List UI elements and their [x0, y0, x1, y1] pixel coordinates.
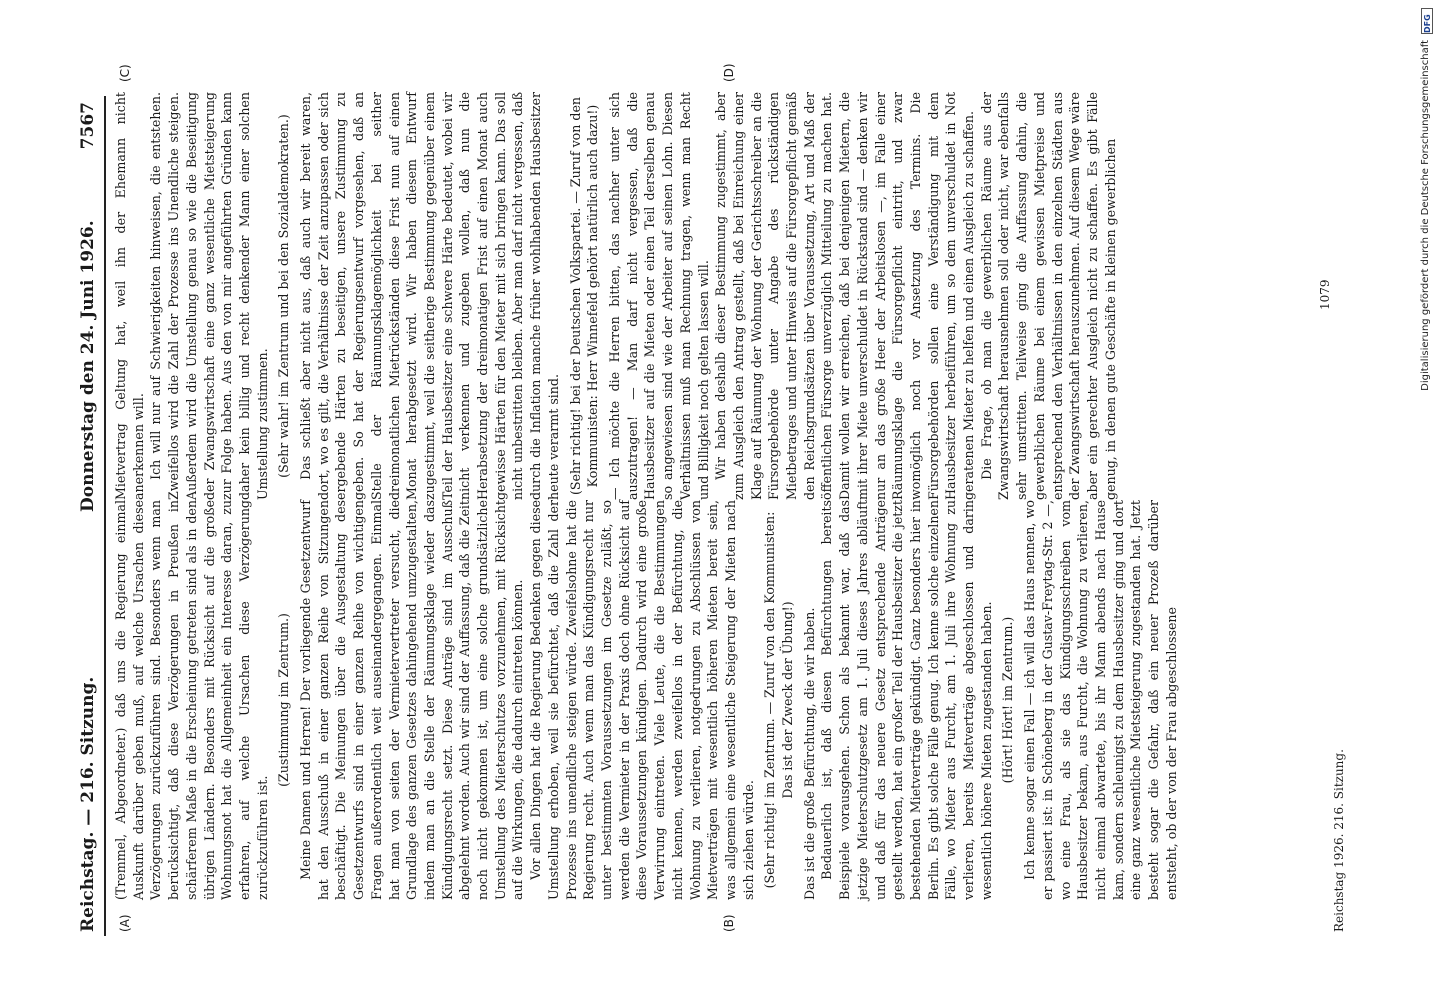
page-number: 7567: [78, 102, 98, 150]
right-column: [112, 92, 1119, 500]
paragraph: Ich will nur auf Schwierigkeiten hinweisen, die entstehen. Zweifellos wird die Zahl der Prozesse ins Unendliche steigen. Außerdem wird die Umstellung genau so wie die Beseitigung der Zwangswirtschaft eine ganz wesentliche Mietsteigerung zur Folge haben. Aus den von mir angeführten Gründen kann daher kein billig und recht denkender Mann einer solchen Umstellung zustimmen.: [148, 92, 270, 500]
digitization-credit: [1418, 0, 1434, 1000]
left-column: [112, 500, 1180, 900]
paragraph: Vor allen Dingen hat die Regierung Bedenken gegen diese Umstellung erhoben, weil sie befürchtet, daß die Zahl der Prozesse ins unendliche steigen würde. Zweifelsohne hat die Regierung recht. Auch wenn man das Kündigungsrecht nur unter bestimmten Voraussetzungen im Gesetze zuläßt, so werden die Vermieter in der Praxis doch ohne Rücksicht auf diese Voraussetzungen kündigen. Dadurch wird eine große Verwirrung eintreten. Viele Leute, die die Bestimmungen nicht kennen, werden zweifellos in der Befürchtung, die Wohnung zu verlieren, notgedrungen zu Abschlüssen von Mietverträgen mit wesentlich höheren Mieten bereit sein, was allgemein eine wesentliche Steigerung der Mieten nach sich ziehen würde.: [528, 500, 756, 900]
paragraph: Meine Damen und Herren! Der vorliegende Gesetzentwurf hat den Ausschuß in einer ganzen Reihe von Sitzungen beschäftigt. Die Meinungen über die Ausgestaltung des Gesetzentwurfs sind in einer ganzen Reihe von wichtigen Fragen außerordentlich weit auseinandergegangen. Einmal hat man von seiten der Vermietervertreter versucht, die Grundlage des ganzen Gesetzes dahingehend umzugestalten, indem man an die Stelle der Räumungsklage wieder das Kündigungsrecht setzt. Diese Anträge sind im Ausschuß abgelehnt worden. Auch wir sind der Auffassung, daß die Zeit noch nicht gekommen ist, um eine solche grundsätzliche Umstellung des Mieterschutzes vorzunehmen, mit Rücksicht auf die Wirkungen, die dadurch eintreten können.: [298, 500, 526, 900]
interjection: (Sehr wahr! im Zentrum und bei den Sozialdemokraten.): [276, 114, 292, 478]
interjection: (Zustimmung im Zentrum.): [276, 613, 292, 787]
paragraph: Ich kenne sogar einen Fall — ich will das Haus nennen, wo er passiert ist: in Schöneberg in der Gustav-Freytag-Str. 2 —, wo eine Frau, als sie das Kündigungsschreiben vom Hausbesitzer bekam, aus Furcht, die Wohnung zu verlieren, nicht einmal abwartete, bis ihr Mann abends nach Hause kam, sondern schleunigst zu dem Hausbesitzer ging und dort eine ganz wesentliche Mietsteigerung zugestanden hat. Jetzt besteht sogar die Gefahr, daß ein neuer Prozeß darüber entsteht, ob der von der Frau abgeschlossene: [1022, 500, 1179, 900]
credit-text: Digitalisierung gefördert durch die Deutsche Forschungsgemeinschaft: [1420, 40, 1431, 391]
paragraph: (Tremmel, Abgeordneter.) daß uns die Regierung einmal Auskunft darüber geben muß, auf welche Ursachen diese Verzögerungen zurückzuführen sind. Besonders wenn man berücksichtigt, daß diese Verzögerungen in Preußen in schärferem Maße in die Erscheinung getreten sind als in den übrigen Ländern. Besonders mit Rücksicht auf die große Wohnungsnot hat die Allgemeinheit ein Interesse daran, zu erfahren, auf welche Ursachen diese Verzögerung zurückzuführen ist.: [113, 500, 270, 900]
paragraph: Das ist die große Befürchtung, die wir haben.: [801, 607, 817, 900]
logo-text: DFG: [1423, 14, 1432, 33]
marker-b: (B): [722, 914, 736, 932]
marker-d: (D): [722, 63, 736, 82]
paragraph: Bedauerlich ist, daß diesen Befürchtungen bereits Beispiele vorausgehen. Schon als bekannt war, daß das jetzige Mieterschutzgesetz am 1. Juli dieses Jahres abläuft und daß für das neuere Gesetz entsprechende Anträge gestellt werden, hat ein großer Teil der Hausbesitzer die jetzt bestehenden Mietverträge gekündigt. Ganz besonders hier in Berlin. Es gibt solche Fälle genug. Ich kenne solche einzelnen Fälle, wo Mieter aus Furcht, am 1. Juli ihre Wohnung zu verlieren, bereits Mietverträge abgeschlossen und darin wesentlich höhere Mieten zugestanden haben.: [819, 500, 994, 900]
paragraph: Wir haben deshalb dieser Bestimmung zugestimmt, aber zum Ausgleich den Antrag gestellt, daß bei Einreichung einer Klage auf Räumung der Wohnung der Gerichtsschreiber an die Fürsorgebehörde unter Angabe des rückständigen Mietbetrages und unter Hinweis auf die Fürsorgepflicht gemäß den Reichsgrundsätzen über Voraussetzung, Art und Maß der öffentlichen Fürsorge unverzüglich Mitteilung zu machen hat. Damit wollen wir erreichen, daß bei denjenigen Mietern, die mit ihrer Miete unverschuldet in Rückstand sind — denken wir nur an das große Heer der Arbeitslosen —, im Falle einer Räumungsklage die Fürsorgepflicht eintritt, und zwar womöglich noch vor Ansetzung des Termins. Die Fürsorgebehörden sollen eine Verständigung mit dem Hausbesitzer herbeiführen, um so dem unverschuldet in Not geratenen Mieter zu helfen und einen Ausgleich zu schaffen.: [713, 92, 977, 500]
page-header: [78, 102, 100, 932]
dfg-logo: [1421, 8, 1433, 34]
interjection: (Sehr richtig! im Zentrum. — Zuruf von den Kommunisten: Das ist der Zweck der Übung!): [762, 511, 796, 889]
paragraph: Das schließt aber nicht aus, daß auch wir bereit waren, dort, wo es gilt, die Verhältnisse der Zeit anzupassen oder sich ergebende Härten zu beseitigen, unsere Zustimmung zu geben. So hat der Regierungsentwurf vorgesehen, daß an Stelle der Räumungsklagemöglichkeit bei seither dreimonatlichen Mietrückständen diese Frist nun auf einen Monat herabgesetzt wird. Wir haben diesem Entwurf zugestimmt, weil die seitherige Bestimmung gegenüber einem Teil der Hausbesitzer eine schwere Härte bedeutet, wobei wir nicht verkennen und zugeben wollen, daß nun die Herabsetzung der dreimonatigen Frist auf einen Monat auch gewisse Härten für den Mieter mit sich bringen kann. Das soll nicht unbestritten bleiben. Aber man darf nicht vergessen, daß durch die Inflation manche früher wohlhabenden Hausbesitzer heute verarmt sind.: [298, 92, 561, 500]
footer-page: 1079: [1318, 279, 1332, 310]
header-date: Donnerstag den 24. Juni 1926.: [78, 220, 98, 512]
footer-left: Reichstag 1926. 216. Sitzung.: [1332, 749, 1346, 932]
marker-a: (A): [118, 914, 132, 932]
header-rule: [104, 96, 106, 936]
interjection: (Sehr richtig! bei der Deutschen Volkspartei. — Zuruf von den Kommunisten: Herr Winnefeld gehört natürlich auch dazu!): [567, 96, 601, 496]
header-left: Reichstag. — 216. Sitzung.: [78, 676, 98, 932]
paragraph: Mietvertrag Geltung hat, weil ihn der Ehemann nicht anerkennen will.: [113, 92, 146, 500]
paragraph: — Ich möchte die Herren bitten, das nachher unter sich auszutragen! — Man darf nicht vergessen, daß die Hausbesitzer auf die Mieten oder einen Teil derselben genau so angewiesen sind wie der Arbeiter auf seinen Lohn. Diesen Verhältnissen muß man Rechnung tragen, wenn man Recht und Billigkeit noch gelten lassen will.: [606, 92, 711, 500]
interjection: (Hört! Hört! im Zentrum.): [1000, 616, 1016, 784]
marker-c: (C): [118, 64, 132, 82]
paragraph: Die Frage, ob man die gewerblichen Räume aus der Zwangswirtschaft herausnehmen soll oder nicht, war ebenfalls sehr umstritten. Teilweise ging die Auffassung dahin, die gewerblichen Räume bei einem gewissen Mietpreise und entsprechend den Verhältnissen in den einzelnen Städten aus der Zwangswirtschaft herauszunehmen. Auf diesem Wege wäre aber ein gerechter Ausgleich nicht zu schaffen. Es gibt Fälle genug, in denen gute Geschäfte in kleinen gewerblichen: [978, 92, 1118, 500]
